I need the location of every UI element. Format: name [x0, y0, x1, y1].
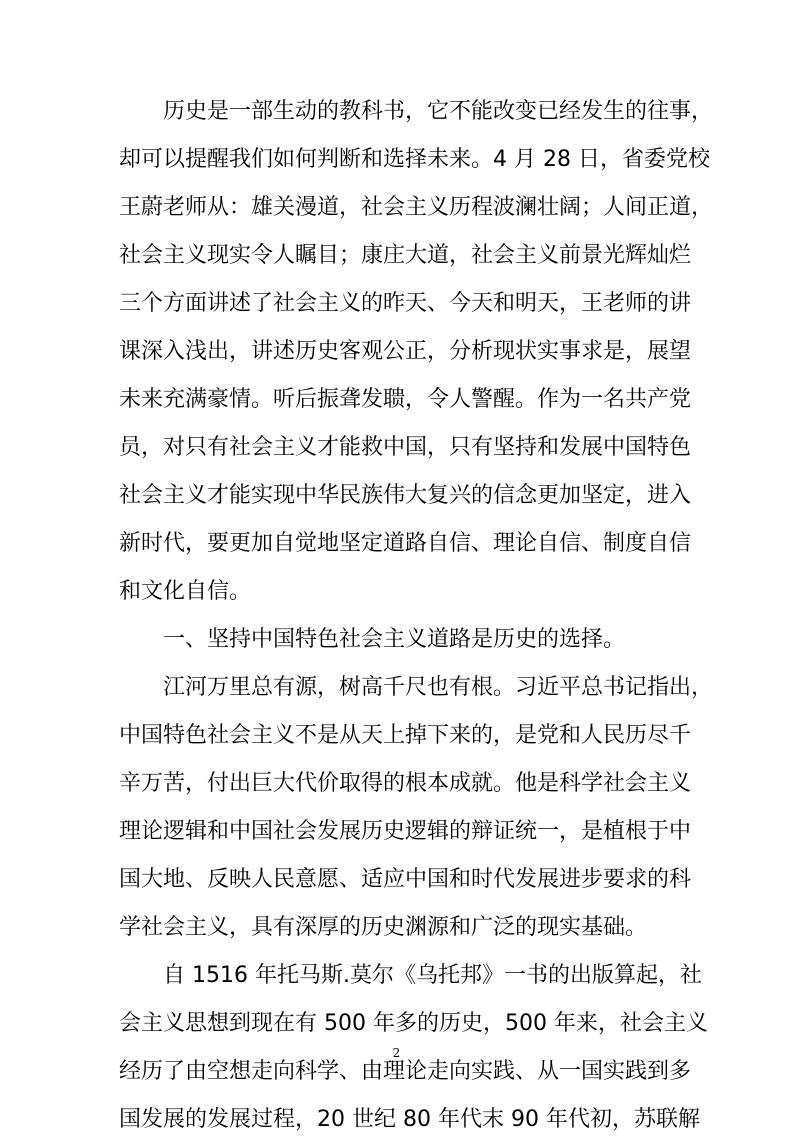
- paragraph-line: 自 1516 年托马斯.莫尔《乌托邦》一书的出版算起，社: [163, 963, 702, 988]
- paragraph-line: 未来充满豪情。听后振聋发聩，令人警醒。作为一名共产党: [119, 387, 692, 412]
- paragraph-line: 历史是一部生动的教科书，它不能改变已经发生的往事，: [163, 99, 714, 124]
- paragraph-line: 和文化自信。: [119, 579, 252, 604]
- paragraph-line: 学社会主义，具有深厚的历史渊源和广泛的现实基础。: [119, 915, 648, 940]
- paragraph-line: 社会主义才能实现中华民族伟大复兴的信念更加坚定，进入: [119, 483, 692, 508]
- paragraph-line: 社会主义现实令人瞩目；康庄大道，社会主义前景光辉灿烂: [119, 243, 692, 268]
- page-number: 2: [392, 1046, 401, 1060]
- paragraph-line: 国大地、反映人民意愿、适应中国和时代发展进步要求的科: [119, 867, 692, 892]
- section-heading: 一、坚持中国特色社会主义道路是历史的选择。: [163, 627, 626, 652]
- paragraph-line: 王蔚老师从：雄关漫道，社会主义历程波澜壮阔；人间正道，: [119, 195, 714, 220]
- paragraph-line: 新时代，要更加自觉地坚定道路自信、理论自信、制度自信: [119, 531, 692, 556]
- paragraph-line: 会主义思想到现在有 500 年多的历史，500 年来，社会主义: [119, 1011, 708, 1036]
- paragraph-line: 国发展的发展过程，20 世纪 80 年代末 90 年代初，苏联解: [119, 1107, 700, 1132]
- paragraph-line: 理论逻辑和中国社会发展历史逻辑的辩证统一，是植根于中: [119, 819, 692, 844]
- paragraph-line: 却可以提醒我们如何判断和选择未来。4 月 28 日，省委党校: [119, 147, 710, 172]
- paragraph-line: 经历了由空想走向科学、由理论走向实践、从一国实践到多: [119, 1059, 692, 1084]
- paragraph-line: 辛万苦，付出巨大代价取得的根本成就。他是科学社会主义: [119, 771, 692, 796]
- paragraph-line: 江河万里总有源，树高千尺也有根。习近平总书记指出，: [163, 675, 714, 700]
- paragraph-line: 三个方面讲述了社会主义的昨天、今天和明天，王老师的讲: [119, 291, 692, 316]
- paragraph-line: 课深入浅出，讲述历史客观公正，分析现状实事求是，展望: [119, 339, 692, 364]
- paragraph-line: 中国特色社会主义不是从天上掉下来的，是党和人民历尽千: [119, 723, 692, 748]
- paragraph-line: 员，对只有社会主义才能救中国，只有坚持和发展中国特色: [119, 435, 692, 460]
